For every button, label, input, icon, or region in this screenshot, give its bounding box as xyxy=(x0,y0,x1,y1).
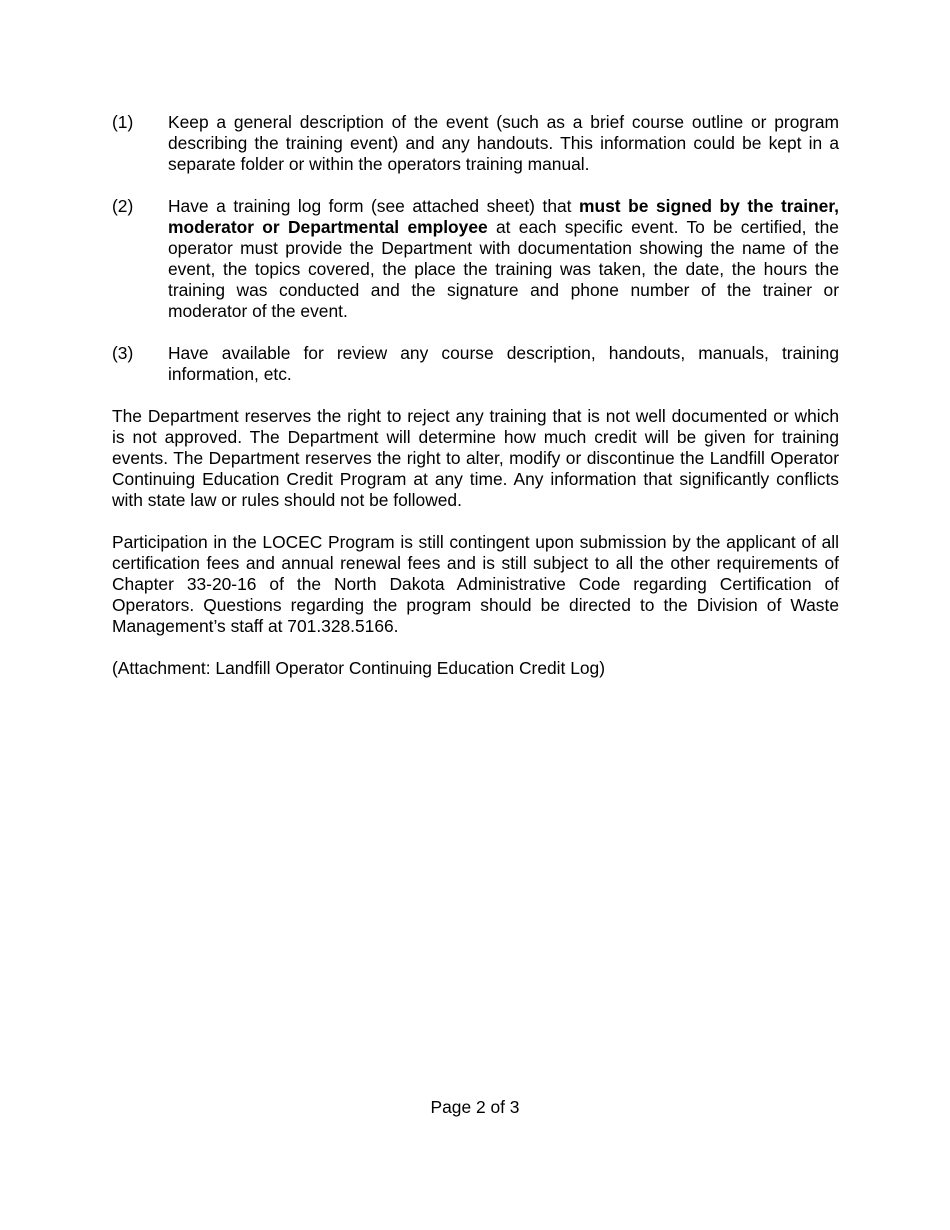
list-item-number: (3) xyxy=(112,343,134,363)
list-item xyxy=(112,112,839,175)
list-item-text-emphasis: must be signed by the trainer, moderator or Departmental employee xyxy=(168,196,839,237)
reservation-paragraph: The Department reserves the right to reject any training that is not well documented or which is not approved. The Department will determine how much credit will be given for training events. The Department reserves the right to alter, modify or discontinue the Landfill Operator Continuing Education Credit Program at any time. Any information that significantly conflicts with state law or rules should not be followed. xyxy=(112,406,839,510)
list-item-text-tail: at each specific event. To be certified, the operator must provide the Department with documentation showing the name of the event, the topics covered, the place the training was taken, the date, the hours the training was conducted and the signature and phone number of the trainer or moderator of the event. xyxy=(168,217,839,321)
list-item-number: (2) xyxy=(112,196,134,216)
list-item-text: Have available for review any course description, handouts, manuals, training information, etc. xyxy=(168,343,839,384)
list-item xyxy=(112,196,839,322)
list-item-text xyxy=(168,196,839,322)
page-number-footer: Page 2 of 3 xyxy=(430,1097,520,1117)
list-item-text-lead: Have a training log form (see attached sheet) that xyxy=(168,196,580,216)
document-body xyxy=(112,112,839,700)
list-item-text: Keep a general description of the event (such as a brief course outline or program describing the training event) and any handouts. This information could be kept in a separate folder or within the operators training manual. xyxy=(168,112,839,174)
attachment-note: (Attachment: Landfill Operator Continuing Education Credit Log) xyxy=(112,658,606,678)
list-item-number: (1) xyxy=(112,112,134,132)
participation-paragraph: Participation in the LOCEC Program is still contingent upon submission by the applicant of all certification fees and annual renewal fees and is still subject to all the other requirements of Chapter 33-20-16 of the North Dakota Administrative Code regarding Certification of Operators. Questions regarding the program should be directed to the Division of Waste Management’s staff at 701.328.5166. xyxy=(112,532,839,636)
list-item xyxy=(112,343,839,385)
